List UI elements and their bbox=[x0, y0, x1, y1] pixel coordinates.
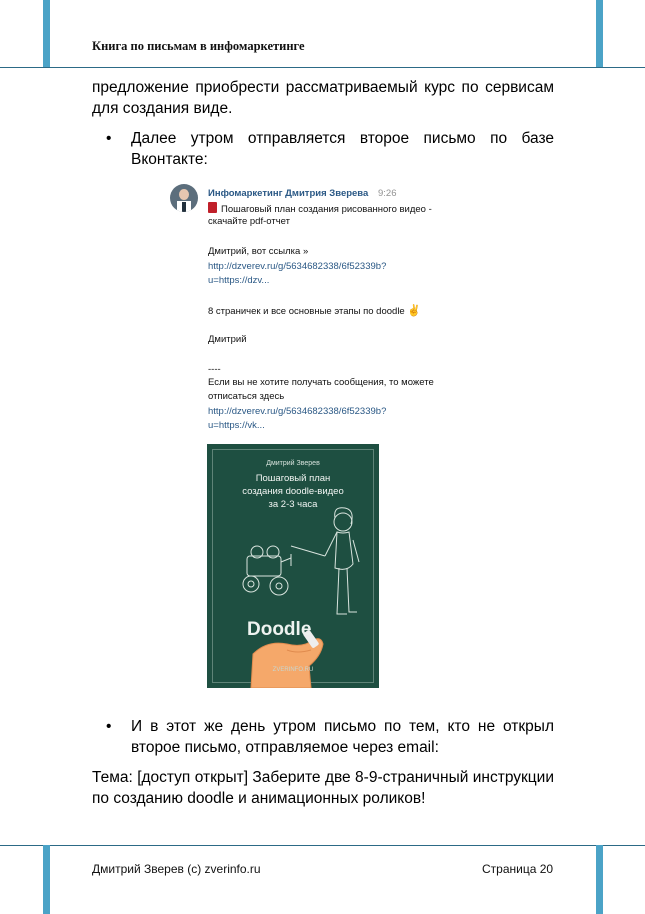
vk-link-1-line-1[interactable]: http://dzverev.ru/g/5634682338/6f52339b? bbox=[208, 261, 387, 272]
bullet-item-vk bbox=[106, 128, 554, 170]
bullet-dot-icon: • bbox=[106, 718, 112, 735]
book-icon bbox=[208, 202, 217, 213]
cover-author: Дмитрий Зверев bbox=[266, 460, 320, 467]
bullet2-line-1: И в этот же день утром письмо по тем, кто не открыл bbox=[131, 718, 554, 735]
cover-doodle-word: Doodle bbox=[247, 619, 312, 640]
cover-site: ZVERINFO.RU bbox=[272, 667, 314, 673]
header-rule bbox=[0, 67, 645, 68]
bullet2-line-2: второе письмо, отправляемое через email: bbox=[131, 739, 439, 756]
camera-sketch-icon bbox=[243, 546, 291, 595]
vk-title-line-1: Пошаговый план создания рисованного видео - bbox=[208, 202, 432, 215]
avatar bbox=[170, 184, 198, 212]
intro-line-2: для создания виде. bbox=[92, 100, 233, 117]
cover-illustration bbox=[207, 444, 379, 688]
teacher-sketch-icon bbox=[291, 508, 359, 614]
footer-right-bar bbox=[596, 845, 603, 914]
bullet-dot-icon: • bbox=[106, 130, 112, 147]
vk-author-link[interactable]: Инфомаркетинг Дмитрия Зверева bbox=[208, 188, 369, 199]
header-left-bar bbox=[43, 0, 50, 68]
vk-unsubscribe-line-2: отписаться здесь bbox=[208, 391, 285, 402]
vk-link-2-line-2[interactable]: u=https://vk... bbox=[208, 420, 265, 431]
vk-post-time: 9:26 bbox=[378, 188, 397, 199]
cover-title: Пошаговый план создания doodle-видео за 2-3 часа bbox=[242, 473, 344, 510]
bullet-item-email bbox=[106, 716, 554, 758]
intro-line-1: предложение приобрести рассматриваемый курс по сервисам bbox=[92, 79, 554, 96]
vk-signature: Дмитрий bbox=[208, 334, 247, 345]
header-title: Книга по письмам в инфомаркетинге bbox=[92, 39, 305, 53]
header-right-bar bbox=[596, 0, 603, 68]
bullet1-line-2: Вконтакте: bbox=[131, 151, 208, 168]
footer-author: Дмитрий Зверев (с) zverinfo.ru bbox=[92, 862, 261, 876]
intro-paragraph bbox=[92, 77, 554, 119]
book-cover-image[interactable] bbox=[207, 444, 379, 688]
subject-line-1: Тема: [доступ открыт] Заберите две 8-9-страничный инструкции bbox=[92, 769, 554, 786]
email-subject-paragraph bbox=[92, 767, 554, 809]
footer-page-number: Страница 20 bbox=[482, 862, 554, 876]
vk-text-pages: 8 страничек и все основные этапы по doodle ✌ bbox=[208, 305, 422, 317]
vk-unsubscribe-line-1: Если вы не хотите получать сообщения, то можете bbox=[208, 377, 434, 388]
vk-link-1-line-2[interactable]: u=https://dzv... bbox=[208, 275, 270, 286]
bullet1-line-1: Далее утром отправляется второе письмо по базе bbox=[131, 130, 554, 147]
vk-post-screenshot bbox=[165, 178, 485, 698]
victory-hand-icon: ✌ bbox=[407, 305, 422, 317]
vk-separator: ---- bbox=[208, 364, 221, 375]
subject-line-2: по созданию doodle и анимационных роликов! bbox=[92, 790, 426, 807]
vk-greeting: Дмитрий, вот ссылка » bbox=[208, 246, 309, 257]
vk-title-line-2: скачайте pdf-отчет bbox=[208, 216, 290, 227]
vk-link-2-line-1[interactable]: http://dzverev.ru/g/5634682338/6f52339b? bbox=[208, 406, 387, 417]
footer-left-bar bbox=[43, 845, 50, 914]
footer-rule bbox=[0, 845, 645, 846]
